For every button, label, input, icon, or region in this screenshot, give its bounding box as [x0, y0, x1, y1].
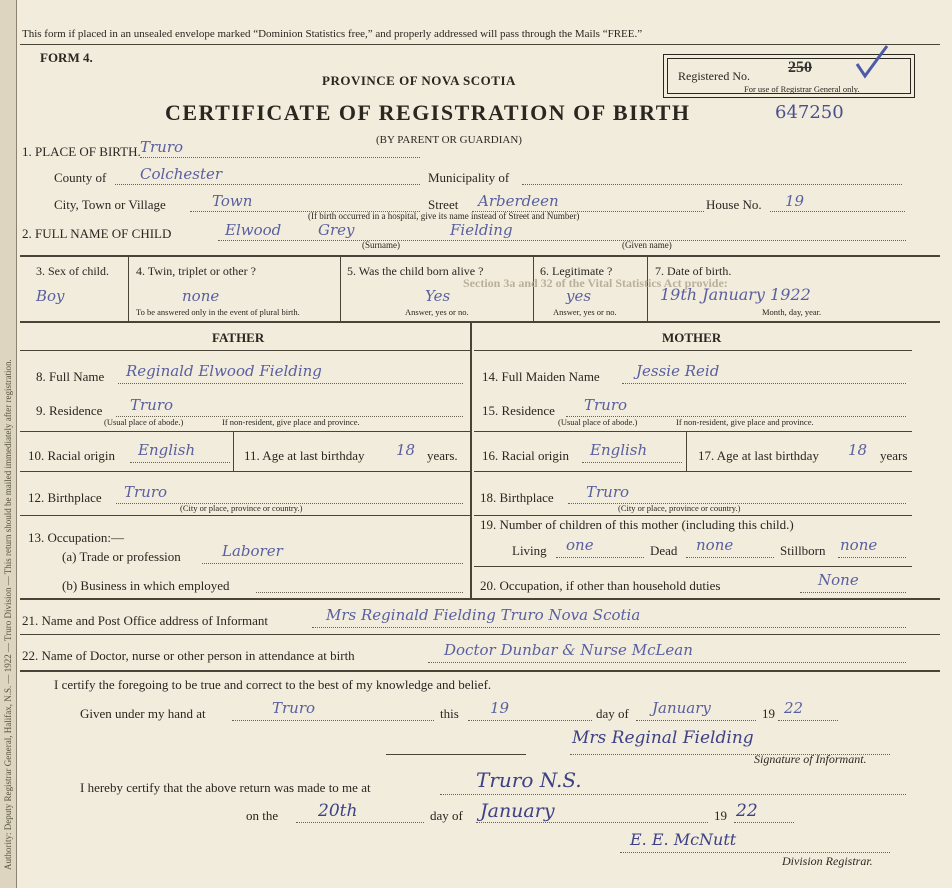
mother-heading: MOTHER	[662, 330, 722, 345]
father-age-label: 11. Age at last birthday	[244, 448, 365, 463]
father-age-value: 18	[396, 441, 416, 459]
mother-birthplace-note: (City or place, province or country.)	[618, 503, 741, 513]
doctor-value: Doctor Dunbar & Nurse McLean	[444, 641, 693, 659]
informant-value: Mrs Reginald Fielding Truro Nova Scotia	[326, 606, 641, 624]
place-of-birth-value: Truro	[140, 138, 184, 156]
father-residence-value: Truro	[130, 396, 174, 414]
city-label: City, Town or Village	[54, 197, 166, 212]
certify-place: Truro	[272, 699, 316, 717]
sex-value: Boy	[36, 287, 65, 305]
this-label: this	[440, 706, 459, 721]
registered-number: 250	[788, 59, 812, 76]
legitimate-label: 6. Legitimate ?	[540, 264, 613, 278]
registrar-place: Truro N.S.	[476, 768, 582, 792]
mother-name-label: 14. Full Maiden Name	[482, 369, 600, 384]
certificate-number: 647250	[775, 102, 844, 123]
father-occupation-label: 13. Occupation:—	[28, 530, 125, 545]
mother-age-value: 18	[848, 441, 868, 459]
street-value: Arberdeen	[478, 192, 559, 210]
page-title: CERTIFICATE OF REGISTRATION OF BIRTH	[165, 100, 691, 125]
legitimate-note: Answer, yes or no.	[553, 307, 617, 317]
father-residence-label: 9. Residence	[36, 403, 103, 418]
hospital-note: (If birth occurred in a hospital, give its name instead of Street and Number)	[308, 211, 580, 221]
mother-birthplace-label: 18. Birthplace	[480, 490, 554, 505]
father-years: years.	[427, 448, 458, 463]
doctor-label: 22. Name of Doctor, nurse or other person in attendance at birth	[22, 648, 355, 663]
father-trade-label: (a) Trade or profession	[62, 549, 181, 564]
registrar-year: 22	[736, 801, 758, 821]
dob-note: Month, day, year.	[762, 307, 822, 317]
mother-residence-value: Truro	[584, 396, 628, 414]
mother-years: years	[880, 448, 908, 463]
given-under-label: Given under my hand at	[80, 706, 206, 721]
county-value: Colchester	[140, 165, 223, 183]
mother-occupation-value: None	[818, 571, 859, 589]
father-heading: FATHER	[212, 330, 265, 345]
day-of-label: day of	[596, 706, 629, 721]
twin-value: none	[182, 287, 220, 305]
father-name-label: 8. Full Name	[36, 369, 105, 384]
by-parent: (BY PARENT OR GUARDIAN)	[376, 134, 522, 146]
informant-signature: Mrs Reginal Fielding	[572, 728, 754, 748]
street-label: Street	[428, 197, 459, 212]
child-middle-name: Grey	[318, 221, 355, 239]
alive-label: 5. Was the child born alive ?	[347, 264, 484, 278]
certify-year-prefix: 19	[762, 706, 775, 721]
notice-background: Section 3a and 32 of the Vital Statistics Act provide:	[463, 276, 728, 290]
surname-label: (Surname)	[362, 240, 400, 250]
mother-name-value: Jessie Reid	[636, 362, 720, 380]
father-birthplace-note: (City or place, province or country.)	[180, 503, 303, 513]
informant-label: 21. Name and Post Office address of Informant	[22, 613, 268, 628]
stillborn-label: Stillborn	[780, 543, 826, 558]
child-name-label: 2. FULL NAME OF CHILD	[22, 226, 172, 241]
city-value: Town	[212, 192, 253, 210]
stillborn-value: none	[840, 536, 878, 554]
sex-label: 3. Sex of child.	[36, 264, 109, 278]
twin-label: 4. Twin, triplet or other ?	[136, 264, 256, 278]
mother-birthplace-value: Truro	[586, 483, 630, 501]
mother-occupation-label: 20. Occupation, if other than household duties	[480, 578, 721, 593]
father-nonres-note: If non-resident, give place and province.	[222, 417, 360, 427]
registrar-signature: E. E. McNutt	[630, 830, 737, 849]
child-surname: Fielding	[450, 221, 513, 239]
check-mark-icon	[855, 44, 889, 80]
mother-age-label: 17. Age at last birthday	[698, 448, 819, 463]
certify-month: January	[652, 699, 711, 717]
house-value: 19	[785, 192, 805, 210]
father-abode-note: (Usual place of abode.)	[104, 417, 184, 427]
mother-racial-value: English	[590, 441, 648, 459]
form-number: FORM 4.	[40, 50, 93, 65]
margin-note: Authority: Deputy Registrar General, Halifax, N.S. — 1922 — Truro Division — This return should be mailed immediately after registration.	[3, 359, 13, 870]
dob-label: 7. Date of birth.	[655, 264, 732, 278]
mother-residence-label: 15. Residence	[482, 403, 555, 418]
dead-label: Dead	[650, 543, 678, 558]
municipality-label: Municipality of	[428, 170, 510, 185]
living-value: one	[566, 536, 594, 554]
twin-note: To be answered only in the event of plural birth.	[136, 307, 300, 317]
living-label: Living	[512, 543, 547, 558]
registrar-label: Division Registrar.	[782, 854, 873, 868]
registrar-month: January	[480, 800, 555, 822]
mother-nonres-note: If non-resident, give place and province.	[676, 417, 814, 427]
legitimate-value: yes	[566, 287, 592, 305]
certify-day: 19	[490, 699, 510, 717]
dob-value: 19th January 1922	[660, 285, 811, 304]
alive-note: Answer, yes or no.	[405, 307, 469, 317]
mailing-note: This form if placed in an unsealed envelope marked “Dominion Statistics free,” and properly addressed will pass through the Mails “FREE.”	[22, 28, 643, 40]
registered-note: For use of Registrar General only.	[744, 84, 860, 94]
house-label: House No.	[706, 197, 762, 212]
mother-children-label: 19. Number of children of this mother (including this child.)	[480, 517, 794, 532]
on-the-label: on the	[246, 808, 279, 823]
dead-value: none	[696, 536, 734, 554]
certify-year: 22	[784, 699, 804, 717]
left-margin	[0, 0, 17, 888]
registrar-day-of-label: day of	[430, 808, 463, 823]
registrar-text: I hereby certify that the above return was made to me at	[80, 780, 371, 795]
father-trade-value: Laborer	[222, 542, 283, 560]
father-birthplace-value: Truro	[124, 483, 168, 501]
father-birthplace-label: 12. Birthplace	[28, 490, 102, 505]
registrar-year-prefix: 19	[714, 808, 727, 823]
signature-label: Signature of Informant.	[754, 752, 867, 766]
father-racial-label: 10. Racial origin	[28, 448, 116, 463]
father-name-value: Reginald Elwood Fielding	[126, 362, 322, 380]
certify-text: I certify the foregoing to be true and correct to the best of my knowledge and belief.	[54, 677, 492, 692]
county-label: County of	[54, 170, 107, 185]
father-business-label: (b) Business in which employed	[62, 578, 230, 593]
mother-racial-label: 16. Racial origin	[482, 448, 570, 463]
father-racial-value: English	[138, 441, 196, 459]
registrar-day: 20th	[318, 801, 358, 821]
place-of-birth-label: 1. PLACE OF BIRTH.	[22, 144, 141, 159]
alive-value: Yes	[425, 287, 451, 305]
mother-abode-note: (Usual place of abode.)	[558, 417, 638, 427]
child-given-name: Elwood	[225, 221, 282, 239]
province: PROVINCE OF NOVA SCOTIA	[322, 73, 516, 88]
given-name-label: (Given name)	[622, 240, 672, 250]
registered-label: Registered No.	[678, 69, 750, 83]
